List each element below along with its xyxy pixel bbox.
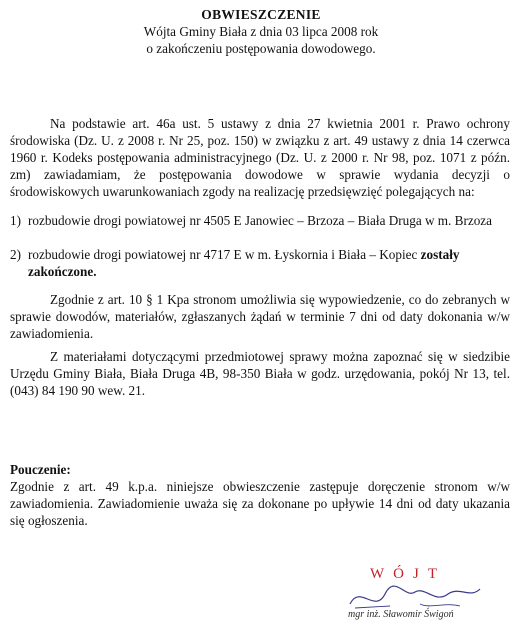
list-item-number: 1) [10, 213, 21, 228]
signature-block [330, 564, 510, 624]
list-item-text: rozbudowie drogi powiatowej nr 4505 E Janowiec – Brzoza – Biała Druga w m. Brzoza [28, 213, 492, 228]
signature-name: mgr inż. Sławomir Świgoń [348, 609, 454, 620]
document-subject: o zakończeniu postępowania dowodowego. [146, 41, 376, 56]
document-header [0, 6, 522, 57]
intro-paragraph: Na podstawie art. 46a ust. 5 ustawy z dnia 27 kwietnia 2001 r. Prawo ochrony środowiska (Dz. U. z 2008 r. Nr 25, poz. 150) w związku z art. 49 ustawy z dnia 14 czerwca 1960 r. Kodeks postępowania administracyjnego (Dz. U. z 2000 r. Nr 98, poz. 1071 z późn. zm) zawiadamiam, że postępowania dowodowe w sprawie wydania decyzji o środowiskowych uwarunkowaniach zgody na realizację przedsięwzięć polegających na: [10, 116, 510, 199]
signature-title: WÓJT [370, 566, 446, 582]
document-subtitle: Wójta Gminy Biała z dnia 03 lipca 2008 rok [143, 24, 379, 39]
list-item-number: 2) [10, 247, 21, 262]
notice-title: Pouczenie: [10, 462, 71, 477]
paragraph-materials-info: Z materiałami dotyczącymi przedmiotowej sprawy można zapoznać się w siedzibie Urzędu Gminy Biała, Biała Druga 4B, 98-350 Biała w godz. urzędowania, pokój Nr 13, tel. (043) 84 190 90 wew. 21. [10, 349, 510, 398]
notice-text: Zgodnie z art. 49 k.p.a. niniejsze obwieszczenie zastępuje doręczenie stronom w/w zawiadomienia. Zawiadomienie uważa się za dokonane po upływie 14 dni od daty ukazania się ogłoszenia. [10, 479, 510, 528]
list-item [10, 212, 510, 229]
paragraph-response-rights: Zgodnie z art. 10 § 1 Kpa stronom umożliwia się wypowiedzenie, co do zebranych w sprawie dowodów, materiałów, zgłaszanych żądań w terminie 7 dni od daty dokonania w/w zawiadomienia. [10, 292, 510, 341]
list-item [10, 246, 510, 280]
list-item-bold-tail: zostały zakończone. [28, 247, 460, 279]
list-item-text: rozbudowie drogi powiatowej nr 4717 E w m. Łyskornia i Biała – Kopiec [28, 247, 418, 262]
document-title: OBWIESZCZENIE [201, 7, 321, 22]
